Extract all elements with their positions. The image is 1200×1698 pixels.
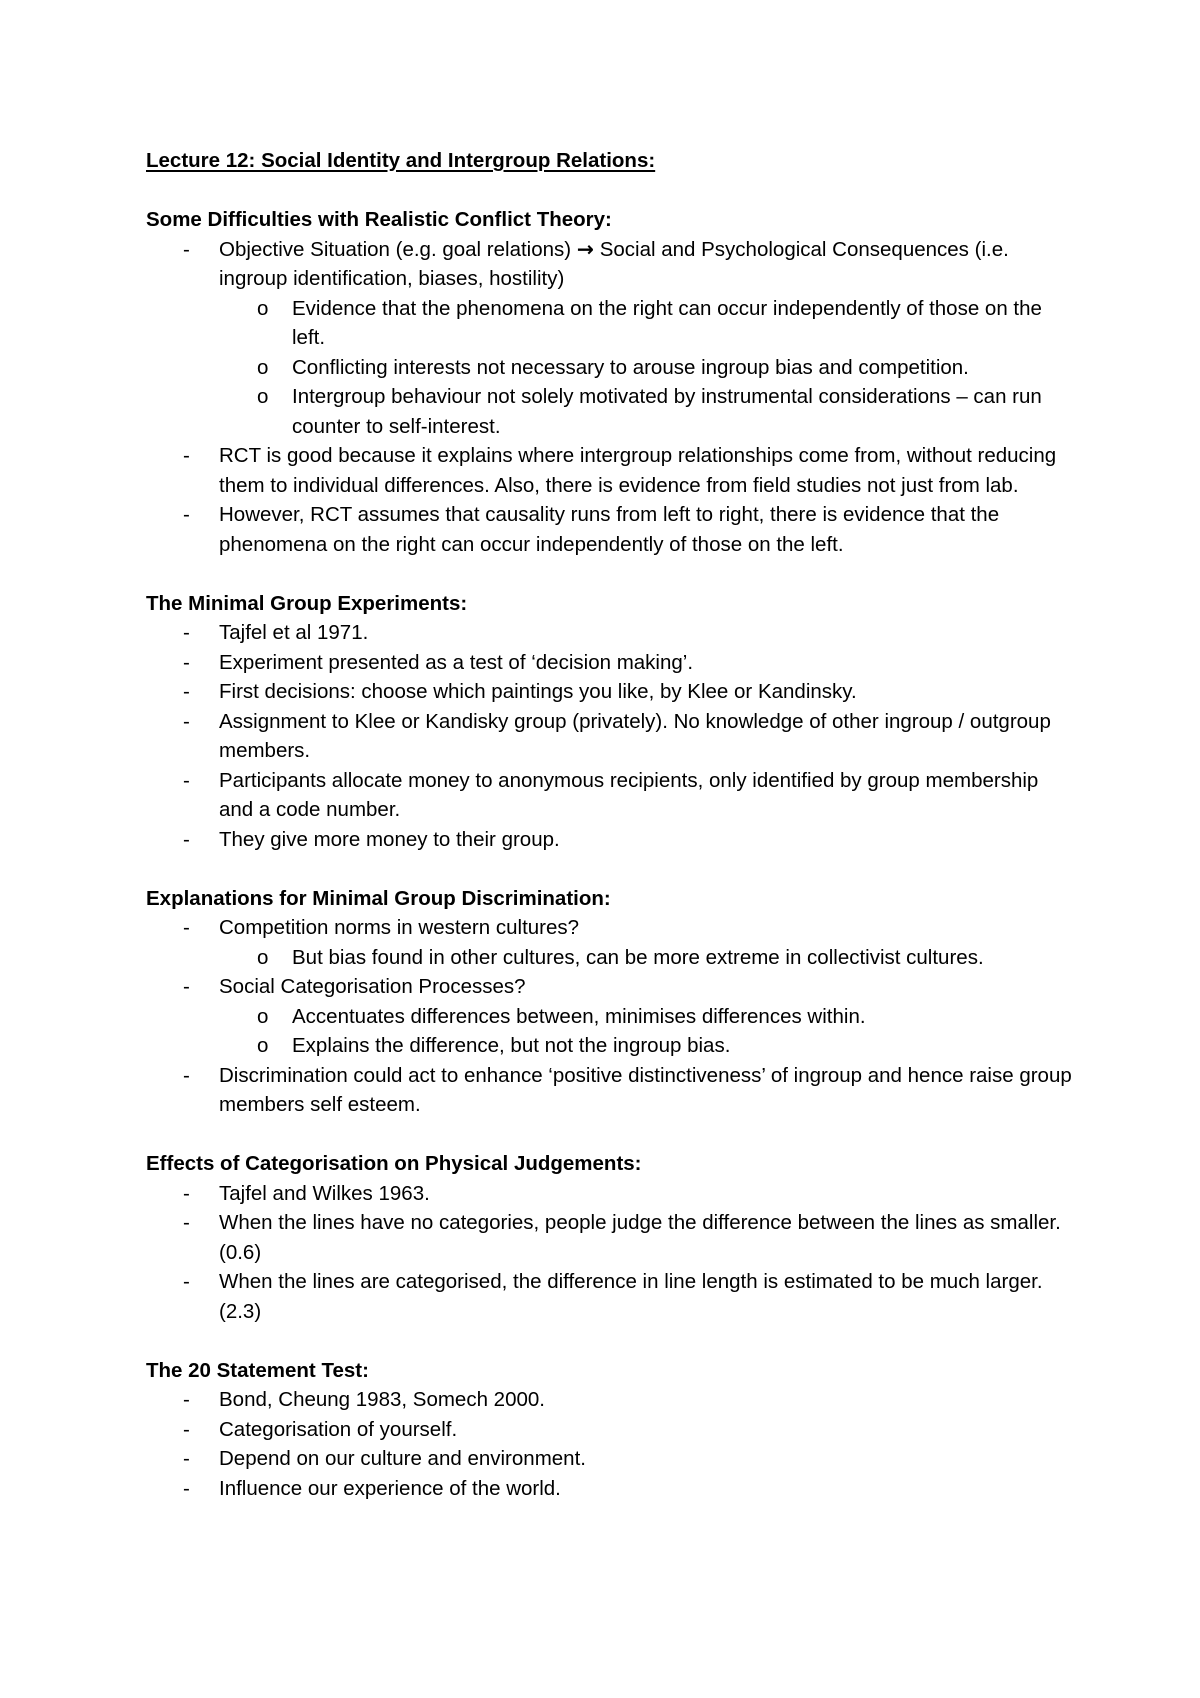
list-item [146,500,1076,559]
sub-list-item-text: But bias found in other cultures, can be more extreme in collectivist cultures. [292,945,984,969]
section-heading: Explanations for Minimal Group Discrimination: [146,886,611,910]
bullet-list [146,618,1076,854]
list-item-text: Competition norms in western cultures? [219,916,580,939]
dash-bullet: - [183,768,190,792]
dash-bullet: - [183,1211,190,1234]
dash-bullet: - [183,1388,190,1411]
sub-list-item-text: Intergroup behaviour not solely motivated by instrumental considerations – can run counter to self-interest. [292,385,1042,438]
list-item [146,707,1076,766]
dash-bullet: - [183,1417,190,1441]
dash-bullet: - [183,650,190,674]
list-item-text: Objective Situation (e.g. goal relations) [219,237,572,261]
sub-list-item-text: Accentuates differences between, minimises differences within. [292,1004,866,1028]
list-item [146,1444,1076,1474]
dash-bullet: - [183,1476,190,1500]
right-arrow-icon: → [576,236,594,261]
page-title: Lecture 12: Social Identity and Intergroup Relations: [146,149,656,172]
list-item [146,648,1076,678]
bullet-list [146,1179,1076,1327]
section-categorisation-physical-judgements [146,1149,1076,1326]
sub-list-item [219,294,1076,353]
sub-list-item [219,382,1076,441]
section-heading: The Minimal Group Experiments: [146,591,468,615]
sub-list-item-text: Explains the difference, but not the ingroup bias. [292,1034,731,1057]
list-item-text: Tajfel and Wilkes 1963. [219,1181,430,1205]
list-item-text: Assignment to Klee or Kandisky group (privately). No knowledge of other ingroup / outgroup members. [219,709,1051,762]
section-heading: Some Difficulties with Realistic Conflict Theory: [146,208,612,231]
list-item-text: Experiment presented as a test of ‘decision making’. [219,650,694,674]
list-item-text: Participants allocate money to anonymous recipients, only identified by group membership and a code number. [219,768,1039,821]
bullet-list [146,1385,1076,1503]
section-realistic-conflict-theory [146,205,1076,559]
dash-bullet: - [183,680,190,703]
sub-list-item [219,1031,1076,1061]
section-heading: Effects of Categorisation on Physical Judgements: [146,1152,642,1175]
list-item-text: Discrimination could act to enhance ‘positive distinctiveness’ of ingroup and hence raise group members self esteem. [219,1063,1072,1116]
list-item-text: Bond, Cheung 1983, Somech 2000. [219,1388,545,1411]
dash-bullet: - [183,827,190,851]
section-minimal-group-experiments [146,589,1076,855]
circle-bullet: o [257,355,269,379]
dash-bullet: - [183,621,190,644]
dash-bullet: - [183,503,190,526]
dash-bullet: - [183,237,190,261]
list-item [146,441,1076,500]
list-item-text: Influence our experience of the world. [219,1476,561,1500]
sub-bullet-list [219,1002,1076,1061]
dash-bullet: - [183,1181,190,1205]
list-item [146,1208,1076,1267]
circle-bullet: o [257,296,269,320]
list-item-text: Depend on our culture and environment. [219,1447,586,1470]
list-item [146,1385,1076,1415]
list-item [146,1474,1076,1504]
sub-list-item-text: Evidence that the phenomena on the right can occur independently of those on the left. [292,296,1042,349]
circle-bullet: o [257,1004,269,1028]
dash-bullet: - [183,916,190,939]
dash-bullet: - [183,975,190,998]
bullet-list [146,235,1076,560]
list-item [146,766,1076,825]
circle-bullet: o [257,1034,269,1057]
circle-bullet: o [257,385,269,408]
list-item [146,677,1076,707]
section-20-statement-test [146,1356,1076,1504]
list-item-text: Social and Psychological Consequences (i.e. ingroup identification, biases, hostility) [219,237,1009,290]
dash-bullet: - [183,1063,190,1087]
list-item-text: First decisions: choose which paintings you like, by Klee or Kandinsky. [219,680,857,703]
list-item-text: RCT is good because it explains where intergroup relationships come from, without reducing them to individual differences. Also, there is evidence from field studies not just from lab. [219,444,1057,497]
dash-bullet: - [183,1270,190,1293]
dash-bullet: - [183,444,190,467]
list-item-text: Tajfel et al 1971. [219,621,369,644]
section-minimal-group-discrimination [146,884,1076,1120]
dash-bullet: - [183,1447,190,1470]
list-item [146,913,1076,972]
list-item [146,972,1076,1061]
list-item [146,1061,1076,1120]
list-item [146,618,1076,648]
list-item-text: Social Categorisation Processes? [219,975,526,998]
sub-bullet-list [219,943,1076,973]
list-item-text: When the lines have no categories, people judge the difference between the lines as smaller. (0.6) [219,1211,1061,1264]
section-heading: The 20 Statement Test: [146,1358,369,1382]
dash-bullet: - [183,709,190,733]
list-item-text: However, RCT assumes that causality runs from left to right, there is evidence that the phenomena on the right can occur independently of those on the left. [219,503,1000,556]
sub-list-item [219,353,1076,383]
sub-list-item-text: Conflicting interests not necessary to arouse ingroup bias and competition. [292,355,969,379]
sub-list-item [219,943,1076,973]
sub-bullet-list [219,294,1076,442]
bullet-list [146,913,1076,1120]
list-item [146,1179,1076,1209]
list-item-text: They give more money to their group. [219,827,560,851]
sub-list-item [219,1002,1076,1032]
list-item [146,235,1076,442]
list-item-text: When the lines are categorised, the difference in line length is estimated to be much larger. (2.3) [219,1270,1043,1323]
list-item [146,1415,1076,1445]
list-item [146,1267,1076,1326]
list-item-text: Categorisation of yourself. [219,1417,458,1441]
circle-bullet: o [257,945,269,969]
document-page [146,146,1076,1533]
list-item [146,825,1076,855]
